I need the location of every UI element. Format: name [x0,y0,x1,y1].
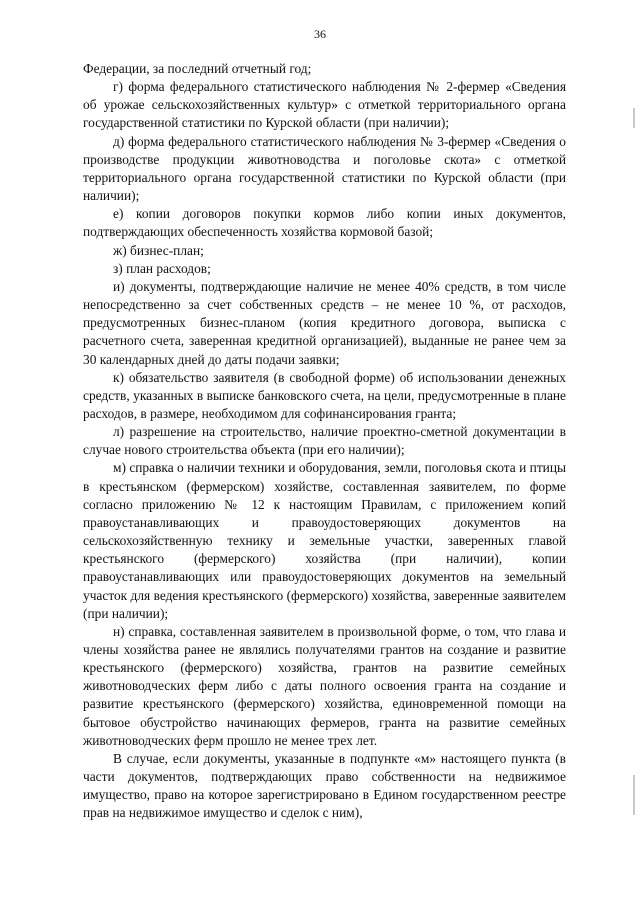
paragraph-item-l: л) разрешение на строительство, наличие проектно-сметной документации в случае нового строительства объекта (при его наличии); [83,424,566,458]
paragraph-item-zh: ж) бизнес-план; [113,242,204,258]
paragraph-note: В случае, если документы, указанные в подпункте «м» настоящего пункта (в части документов, подтверждающих право собственности на недвижимое имущество, право на которое зарегистрировано в Едином государственном реестре прав на недвижимое имущество и сделок с ним), [83,750,566,821]
paragraph-item-k: к) обязательство заявителя (в свободной форме) об использовании денежных средств, указанных в выписке банковского счета, на цели, предусмотренные в плане расходов, в размере, необходимом для софинансирования гранта; [83,369,566,421]
paragraph-item-i: и) документы, подтверждающие наличие не менее 40% средств, в том числе непосредственно за счет собственных средств – не менее 10 %, от расходов, предусмотренных бизнес-планом (копия кредитного договора, выписка с расчетного счета, заверенная кредитной организацией), выданные не ранее чем за 30 календарных дней до даты подачи заявки; [83,278,566,367]
paragraph-item-z: з) план расходов; [113,260,211,276]
scan-margin-mark [633,108,635,128]
page-number: 36 [314,27,326,41]
paragraph-item-g: г) форма федерального статистического наблюдения № 2-фермер «Сведения об урожае сельскохозяйственных культур» с отметкой территориального органа государственной статистики по Курской области (при наличии); [83,79,566,131]
document-body [83,60,566,823]
paragraph-item-d: д) форма федерального статистического наблюдения № 3-фермер «Сведения о производстве продукции животноводства и поголовье скота» с отметкой территориального органа государственной статистики по Курской области (при наличии); [83,133,566,204]
paragraph-continuation: Федерации, за последний отчетный год; [83,61,312,76]
paragraph-item-e: е) копии договоров покупки кормов либо копии иных документов, подтверждающих обеспеченность хозяйства кормовой базой; [83,206,566,240]
paragraph-item-m: м) справка о наличии техники и оборудования, земли, поголовья скота и птицы в крестьянском (фермерском) хозяйстве, составленная заявителем, по форме согласно приложению № 12 к настоящим Правилам, с приложением копий правоустанавливающих и правоудостоверяющих документов на сельскохозяйственную технику и земельные участки, заверенных главой крестьянского (фермерского) хозяйства (при наличии), копии правоустанавливающих или правоудостоверяющих документов на земельный участок для ведения крестьянского (фермерского) хозяйства, заверенные заявителем (при наличии); [83,460,566,621]
paragraph-item-n: н) справка, составленная заявителем в произвольной форме, о том, что глава и члены хозяйства ранее не являлись получателями грантов на создание и развитие крестьянского (фермерского) хозяйства, грантов на развитие семейных животноводческих ферм либо с даты полного освоения гранта на создание и развитие крестьянского (фермерского) хозяйства, единовременной помощи на бытовое обустройство начинающих фермеров, гранта на развитие семейных животноводческих ферм прошло не менее трех лет. [83,623,566,748]
scan-margin-mark [633,775,635,815]
